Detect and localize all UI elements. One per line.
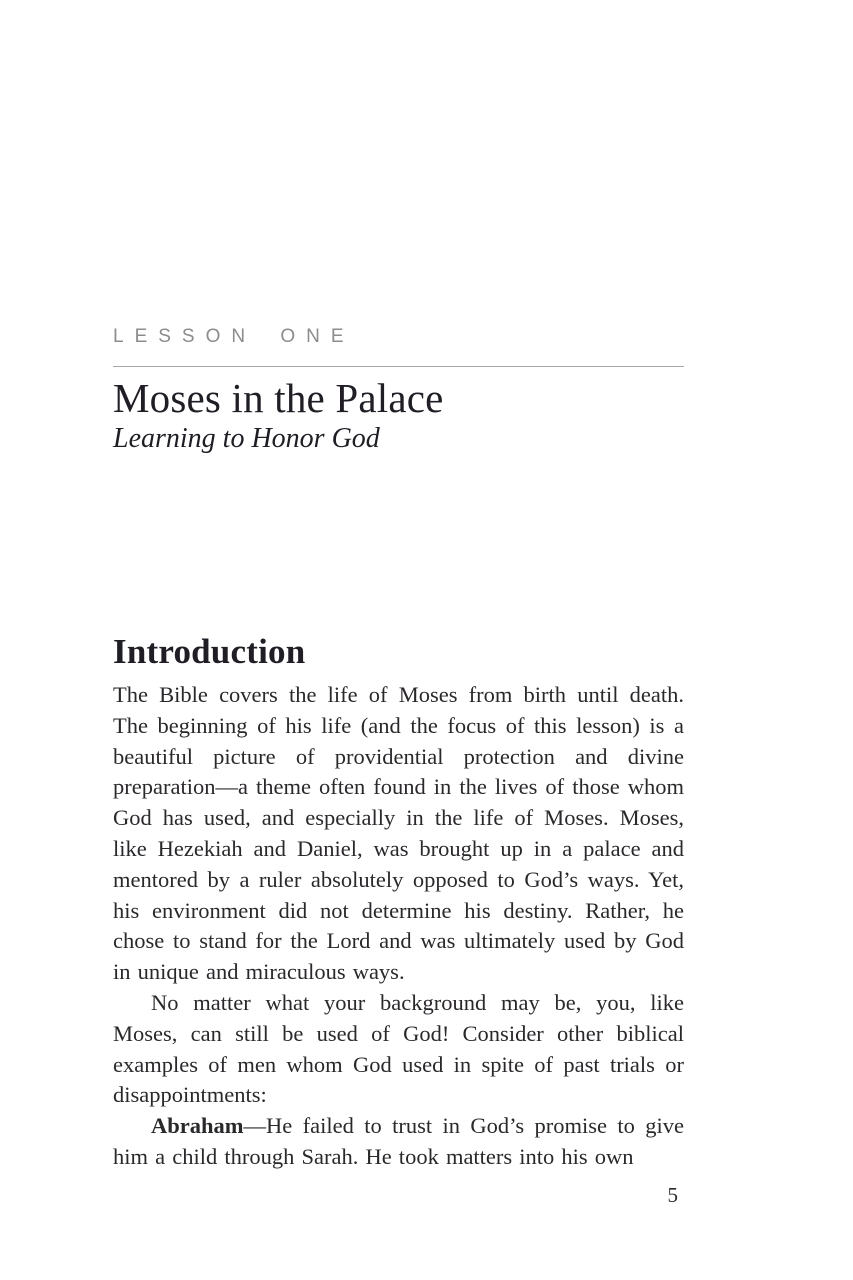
paragraph-introduction: The Bible covers the life of Moses from birth until death. The beginning of his life (and the focus of this lesson) is a beautiful picture of providential protection and divine preparation—a theme often found in the lives of those whom God has used, and especially in the life of Moses. Moses, like Hezekiah and Daniel, was brought up in a palace and mentored by a ruler absolutely opposed to God’s ways. Yet, his environment did not determine his destiny. Rather, he chose to stand for the Lord and was ultimately used by God in unique and miraculous ways.: [113, 682, 684, 985]
lesson-eyebrow: LESSON ONE: [113, 326, 355, 347]
page-title: Moses in the Palace: [113, 375, 444, 421]
paragraph-abraham: [113, 1111, 684, 1173]
page-number: 5: [667, 1183, 678, 1207]
abraham-rest: —He failed to trust in God’s promise to give him a child through Sarah. He took matters into his own: [113, 1113, 684, 1169]
paragraph-encouragement: No matter what your background may be, you, like Moses, can still be used of God! Consider other biblical examples of men whom God used in spite of past trials or disappointments:: [113, 989, 684, 1108]
page-subtitle: Learning to Honor God: [113, 423, 380, 454]
abraham-lead: Abraham: [151, 1113, 244, 1139]
content-column: [113, 0, 684, 1173]
section-heading-introduction: Introduction: [113, 632, 306, 671]
body-text: [113, 680, 684, 1173]
title-divider: [113, 366, 684, 367]
